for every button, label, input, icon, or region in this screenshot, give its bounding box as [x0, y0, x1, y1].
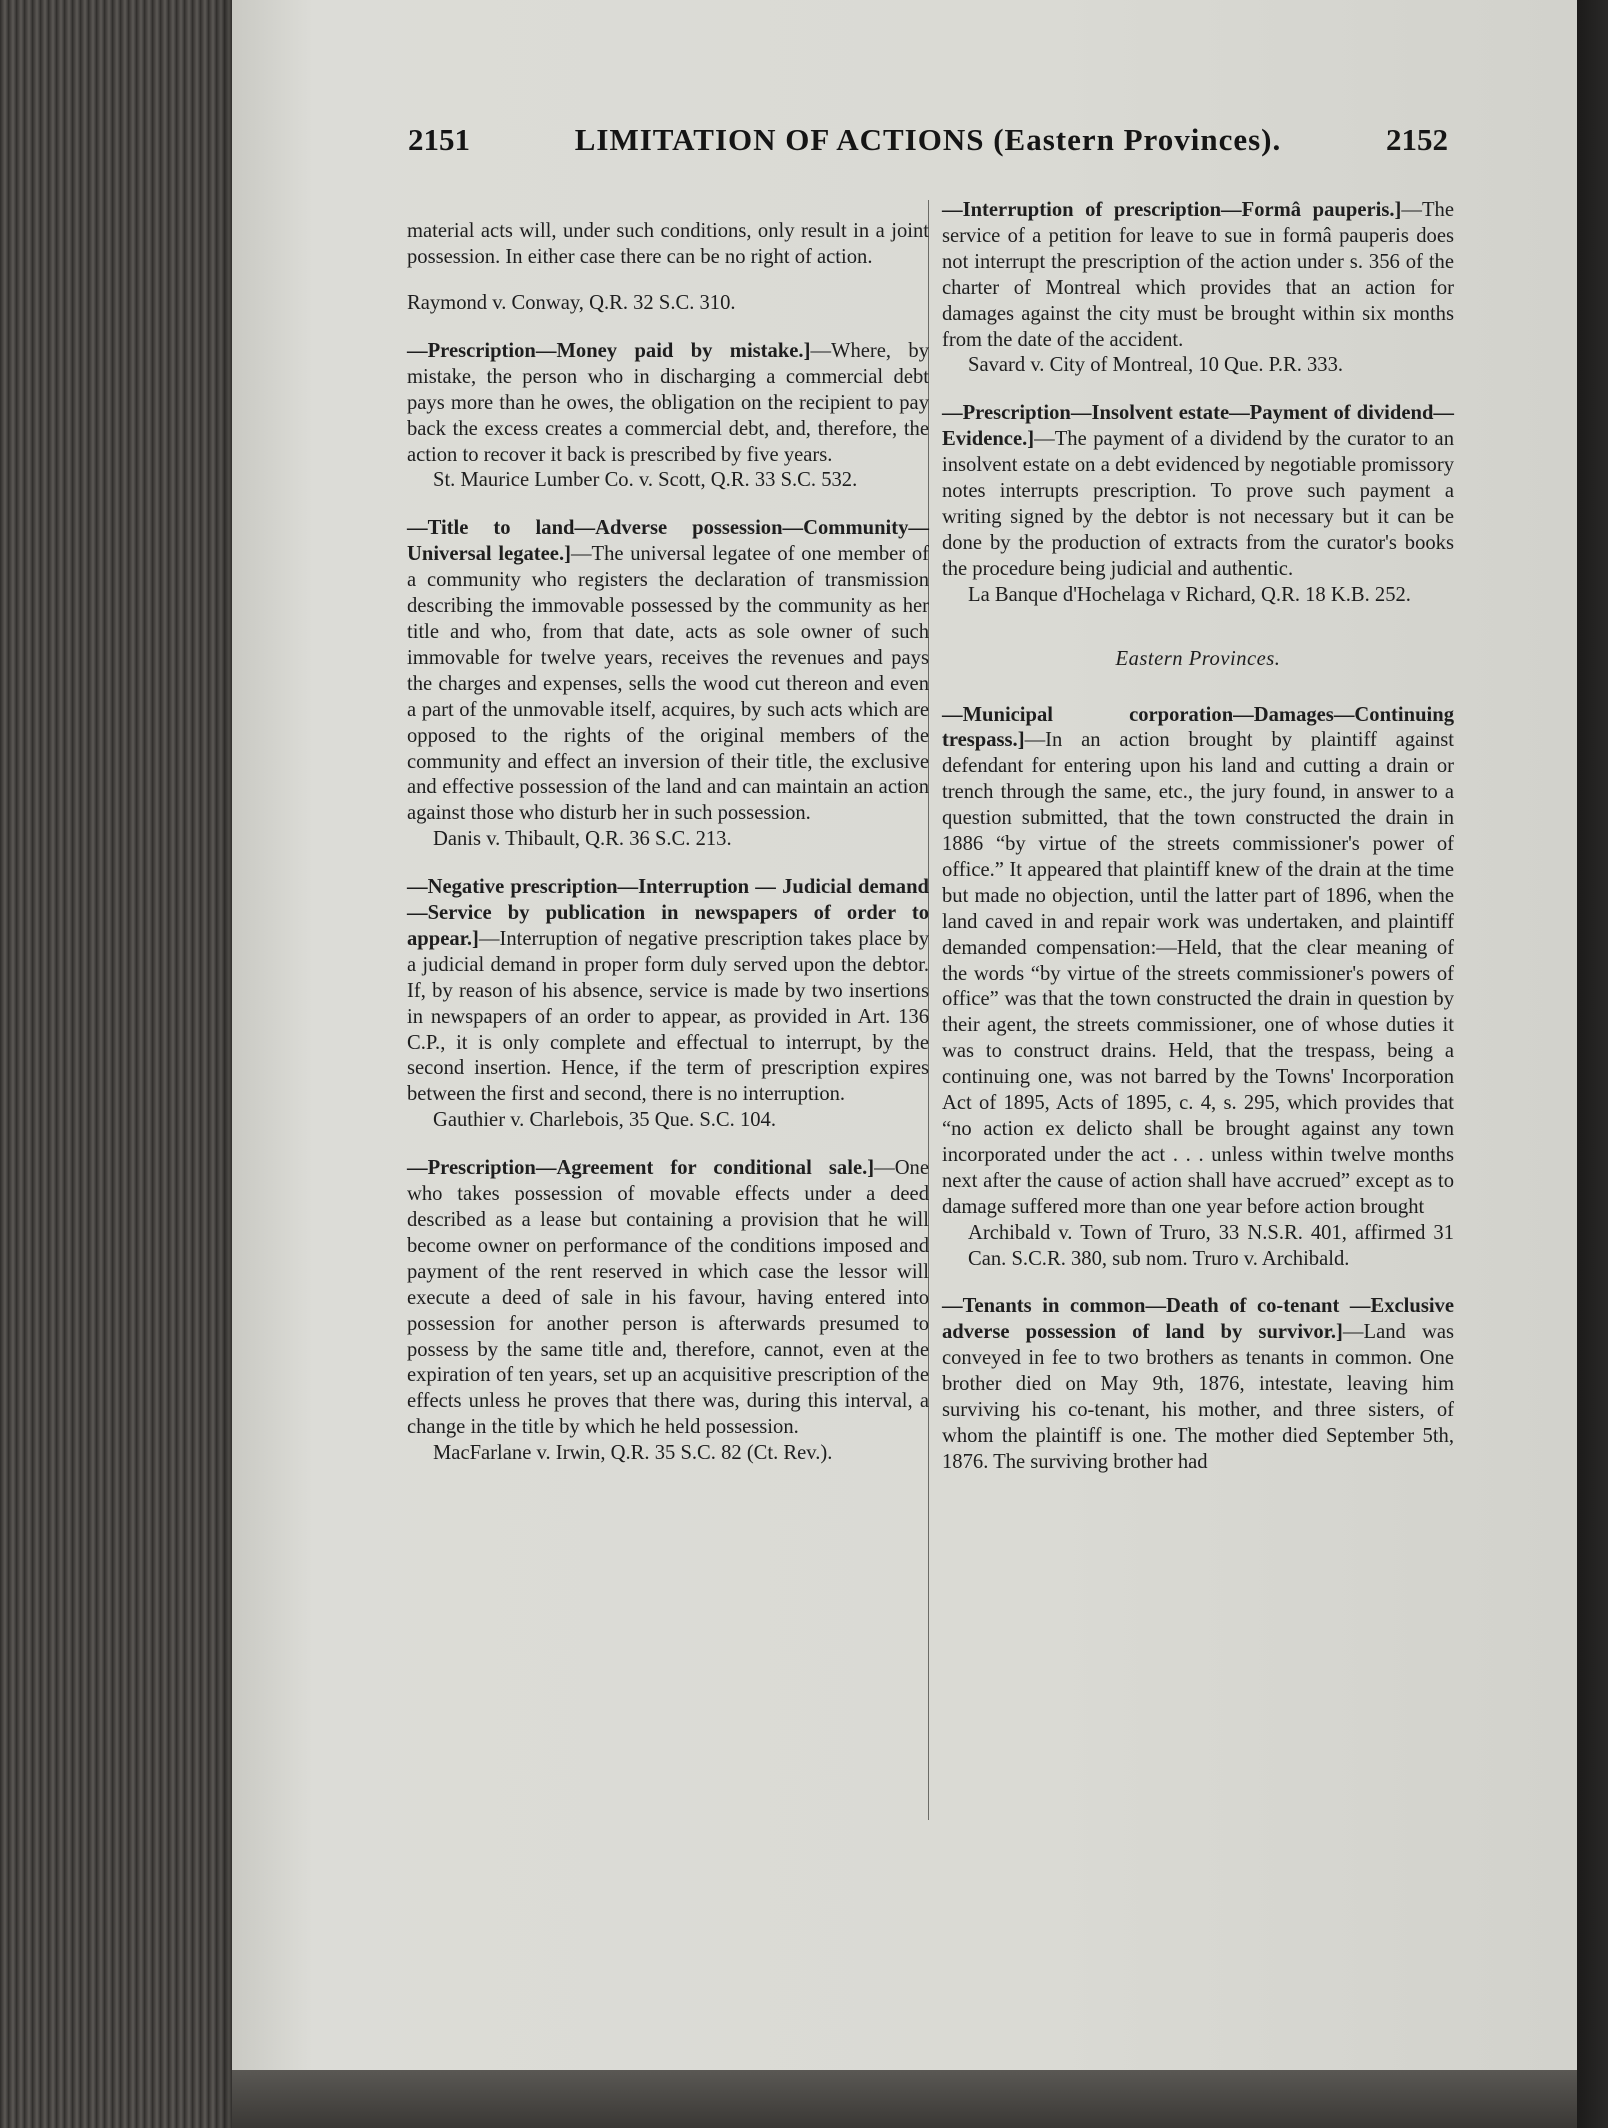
entry-paragraph: [407, 339, 929, 469]
entry-body: —The payment of a dividend by the curator to an insolvent estate on a debt evidenced by negotiable promissory notes interrupts prescription. To prove such payment a writing signed by the debtor is not necessary but it can be done by the production of extracts from the curator's books the procedure being judicial and authentic.: [942, 428, 1454, 580]
digest-entry: [942, 401, 1454, 608]
entry-citation: Archibald v. Town of Truro, 33 N.S.R. 401, affirmed 31 Can. S.C.R. 380, sub nom. Truro v. Archibald.: [968, 1221, 1454, 1270]
entry-paragraph: [942, 198, 1454, 353]
running-title: LIMITATION OF ACTIONS (Eastern Provinces).: [574, 122, 1282, 157]
entry-paragraph: [407, 1156, 929, 1441]
entry-citation: Savard v. City of Montreal, 10 Que. P.R. 333.: [968, 354, 1344, 377]
digest-entry: [407, 339, 929, 494]
entry-citation: MacFarlane v. Irwin, Q.R. 35 S.C. 82 (Ct. Rev.).: [433, 1442, 833, 1465]
entry-heading: —Prescription—Agreement for conditional sale.]: [407, 1157, 875, 1180]
page-header: [408, 122, 1448, 166]
continued-entry: [407, 219, 929, 317]
entry-body: —Interruption of negative prescription takes place by a judicial demand in proper form duly served upon the debtor. If, by reason of his absence, service is made by two insertions in newspapers of an order to appear, as provided in Art. 136 C.P., it is only complete and effectual to interrupt, by the second insertion. Hence, if the term of prescription expires between the first and second, there is no interruption.: [407, 927, 929, 1106]
entry-citation: St. Maurice Lumber Co. v. Scott, Q.R. 33 S.C. 532.: [433, 469, 858, 492]
entry-paragraph: [942, 703, 1454, 1221]
digest-entry: [407, 516, 929, 853]
entry-body: —One who takes possession of movable effects under a deed described as a lease but containing a provision that he will become owner on performance of the conditions imposed and payment of the rent reserved in which case the lessor will execute a deed of sale in his favour, having entered into possession for another person is afterwards presumed to possess by the same title and, therefore, cannot, even at the expiration of ten years, set up an acquisitive prescription of the effects unless he proves that there was, during this interval, a change in the title by which he held possession.: [407, 1157, 929, 1439]
entry-paragraph: [407, 875, 929, 1108]
entry-heading: —Tenants in common—Death of co-tenant —Exclusive adverse possession of land by survivor.]: [942, 1295, 1454, 1344]
entry-heading: —Prescription—Insolvent estate—Payment of dividend—Evidence.]: [942, 402, 1454, 451]
book-page-edges: [0, 0, 245, 2128]
digest-entry: [942, 703, 1454, 1273]
entry-heading: —Interruption of prescription—Formâ pauperis.]: [942, 199, 1402, 221]
entry-heading: —Title to land—Adverse possession—Community—Universal legatee.]: [407, 517, 929, 566]
entry-citation: La Banque d'Hochelaga v Richard, Q.R. 18 K.B. 252.: [968, 583, 1411, 606]
section-subheading: Eastern Provinces.: [1115, 647, 1281, 670]
entry-citation: Raymond v. Conway, Q.R. 32 S.C. 310.: [407, 292, 736, 314]
entry-heading: —Negative prescription—Interruption — Judicial demand—Service by publication in newspapers of order to appear.]: [407, 876, 929, 950]
facing-page-edge: [1577, 0, 1608, 2128]
right-column: [942, 198, 1454, 1498]
entry-citation: Danis v. Thibault, Q.R. 36 S.C. 213.: [433, 828, 732, 851]
digest-entry: [407, 875, 929, 1134]
entry-heading: —Municipal corporation—Damages—Continuing trespass.]: [942, 703, 1454, 752]
entry-body: —In an action brought by plaintiff against defendant for entering upon his land and cutting a drain or trench through the same, etc., the jury found, in answer to a question submitted, that the town constructed the drain in 1886 “by virtue of the streets commissioner's power of office.” It appeared that plaintiff knew of the drain at the time but made no objection, until the latter part of 1896, when the land caved in and repair work was undertaken, and plaintiff demanded compensation:—Held, that the clear meaning of the words “by virtue of the streets commissioner's powers of office” was that the town constructed the drain in question by their agent, the streets commissioner, one of whose duties it was to construct drains. Held, that the trespass, being a continuing one, was not barred by the Towns' Incorporation Act of 1895, Acts of 1895, c. 4, s. 295, which provides that “no action ex delicto shall be brought against any town incorporated under the act . . . unless within twelve months next after the cause of action shall have accrued” except as to damage suffered more than one year before action brought: [942, 729, 1454, 1218]
page-bottom-shadow: [232, 2070, 1577, 2128]
right-page-number: 2152: [1386, 122, 1448, 157]
left-column: [407, 198, 929, 1489]
digest-entry: [942, 1294, 1454, 1475]
left-page-number: 2151: [408, 122, 470, 157]
entry-body: —Where, by mistake, the person who in discharging a commercial debt pays more than he owes, the obligation on the recipient to pay back the excess creates a commercial debt, and, therefore, the action to recover it back is prescribed by five years.: [407, 339, 930, 466]
entry-paragraph: [942, 401, 1454, 582]
digest-entry: [407, 1156, 929, 1467]
entry-body: —The service of a petition for leave to sue in formâ pauperis does not interrupt the prescription of the action under s. 356 of the charter of Montreal which provides that an action for damages against the city must be brought within six months from the date of the accident.: [942, 199, 1454, 351]
entry-paragraph: [942, 1294, 1454, 1475]
entry-body: material acts will, under such conditions, only result in a joint possession. In either case there can be no right of action.: [407, 219, 929, 268]
digest-entry: [942, 198, 1454, 379]
entry-body: —The universal legatee of one member of a community who registers the declaration of transmission describing the immovable possessed by the community as her title and who, from that date, acts as sole owner of such immovable for twelve years, receives the revenues and pays the charges and expenses, sells the wood cut thereon and even a part of the unmovable itself, acquires, by such acts which are opposed to the rights of the original members of the community and effect an inversion of their title, the exclusive and effective possession of the land and can maintain an action against those who disturb her in such possession.: [407, 543, 929, 825]
entry-paragraph: [407, 516, 929, 827]
entry-heading: —Prescription—Money paid by mistake.]: [407, 339, 811, 362]
entry-citation: Gauthier v. Charlebois, 35 Que. S.C. 104.: [433, 1109, 776, 1132]
entry-body: —Land was conveyed in fee to two brothers as tenants in common. One brother died on May 9th, 1876, intestate, leaving him surviving his co-tenant, his mother, and three sisters, of whom the plaintiff is one. The mother died September 5th, 1876. The surviving brother had: [942, 1321, 1454, 1473]
